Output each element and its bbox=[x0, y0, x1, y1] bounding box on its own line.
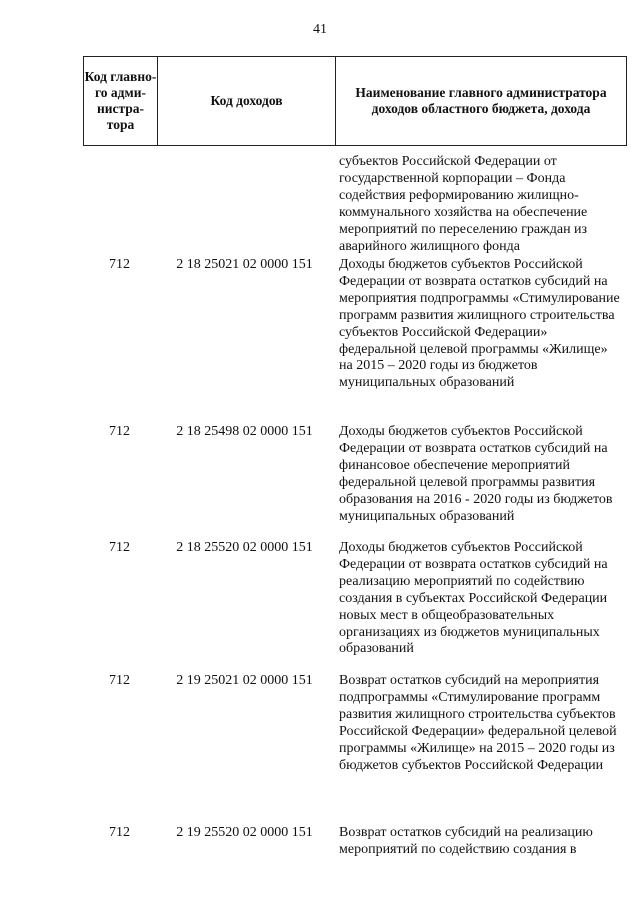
table-row bbox=[83, 154, 625, 257]
cell-name: Доходы бюджетов субъектов Российской Федерации от возврата остатков субсидий на реализацию мероприятий по содействию создания в субъектах Российской Федерации новых мест в общеобразовательных организациях из бюджетов муниципальных образований bbox=[339, 540, 608, 657]
table-body bbox=[83, 154, 625, 885]
table-row bbox=[83, 540, 625, 673]
cell-admin-code: 712 bbox=[109, 540, 130, 555]
cell-admin-code: 712 bbox=[109, 257, 130, 272]
cell-income-code: 2 18 25498 02 0000 151 bbox=[176, 424, 313, 439]
cell-income-code: 2 19 25520 02 0000 151 bbox=[176, 825, 313, 840]
table-row bbox=[83, 257, 625, 424]
page-number: 41 bbox=[313, 22, 327, 37]
header-income-code: Код доходов bbox=[158, 57, 336, 146]
cell-income-code: 2 18 25520 02 0000 151 bbox=[176, 540, 313, 555]
table-row bbox=[83, 424, 625, 540]
cell-name: субъектов Российской Федерации от государственной корпорации – Фонда содействия реформированию жилищно-коммунального хозяйства на обеспечение мероприятий по переселению граждан из аварийного жилищного фонда bbox=[339, 154, 588, 254]
cell-name: Возврат остатков субсидий на мероприятия подпрограммы «Стимулирование программ развития жилищного строительства субъектов Российской Федерации» федеральной целевой программы «Жилище» на 2015 – 2020 годы из бюджетов субъектов Российской Федерации bbox=[339, 673, 617, 773]
cell-name: Возврат остатков субсидий на реализацию мероприятий по содействию создания в bbox=[339, 825, 593, 857]
table-header bbox=[83, 56, 627, 146]
table-row bbox=[83, 673, 625, 825]
cell-admin-code: 712 bbox=[109, 673, 130, 688]
table-row bbox=[83, 825, 625, 885]
cell-name: Доходы бюджетов субъектов Российской Федерации от возврата остатков субсидий на финансовое обеспечение мероприятий федеральной целевой программы развития образования на 2016 - 2020 годы из бюджетов муниципальных образований bbox=[339, 424, 613, 524]
cell-income-code: 2 18 25021 02 0000 151 bbox=[176, 257, 313, 272]
cell-income-code: 2 19 25021 02 0000 151 bbox=[176, 673, 313, 688]
cell-admin-code: 712 bbox=[109, 424, 130, 439]
cell-admin-code: 712 bbox=[109, 825, 130, 840]
header-name: Наименование главного администратора доходов областного бюджета, дохода bbox=[336, 57, 627, 146]
cell-name: Доходы бюджетов субъектов Российской Федерации от возврата остатков субсидий на мероприятия подпрограммы «Стимулирование программ развития жилищного строительства субъектов Российской Федерации» федеральной целевой программы «Жилище» на 2015 – 2020 годы из бюджетов муниципальных образований bbox=[339, 257, 620, 391]
header-admin-code: Код главно-го адми-нистра-тора bbox=[84, 57, 158, 146]
